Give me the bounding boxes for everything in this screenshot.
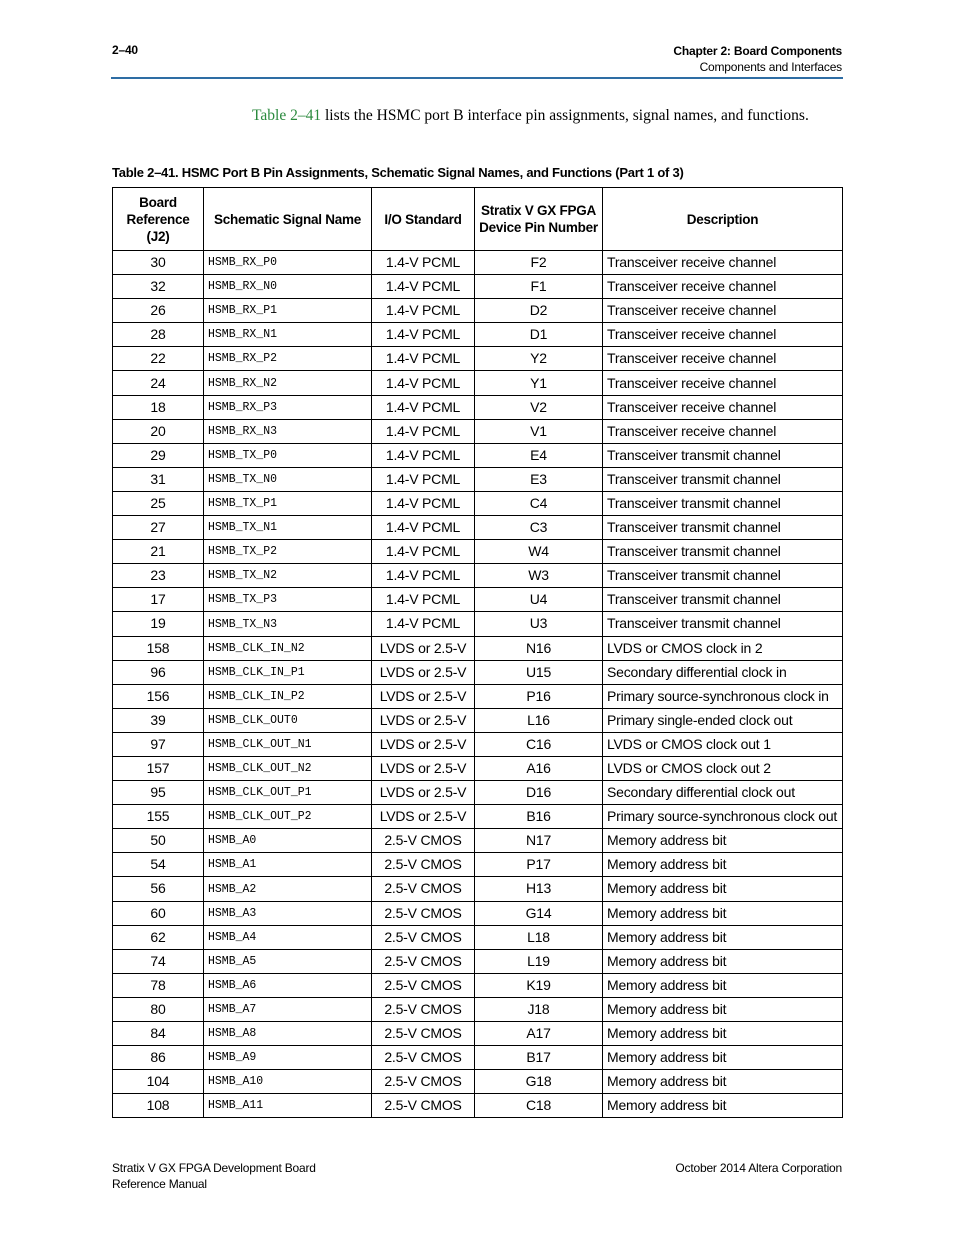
io-standard-cell: 1.4-V PCML bbox=[372, 323, 475, 347]
signal-name-cell: HSMB_RX_N0 bbox=[204, 275, 372, 299]
signal-name-cell: HSMB_A8 bbox=[204, 1022, 372, 1046]
board-reference-cell: 30 bbox=[113, 251, 204, 275]
io-standard-cell: 2.5-V CMOS bbox=[372, 973, 475, 997]
signal-name-cell: HSMB_RX_N3 bbox=[204, 419, 372, 443]
io-standard-cell: 1.4-V PCML bbox=[372, 371, 475, 395]
signal-name-cell: HSMB_A2 bbox=[204, 877, 372, 901]
fpga-pin-cell: B17 bbox=[475, 1046, 603, 1070]
board-reference-cell: 50 bbox=[113, 829, 204, 853]
fpga-pin-cell: C3 bbox=[475, 516, 603, 540]
fpga-pin-cell: D16 bbox=[475, 781, 603, 805]
io-standard-cell: LVDS or 2.5-V bbox=[372, 636, 475, 660]
signal-name-cell: HSMB_TX_P1 bbox=[204, 491, 372, 515]
fpga-pin-cell: G14 bbox=[475, 901, 603, 925]
table-row bbox=[113, 395, 843, 419]
table-row bbox=[113, 949, 843, 973]
description-cell: Memory address bit bbox=[603, 853, 843, 877]
board-reference-cell: 27 bbox=[113, 516, 204, 540]
board-reference-cell: 78 bbox=[113, 973, 204, 997]
board-reference-cell: 155 bbox=[113, 805, 204, 829]
page-number: 2–40 bbox=[112, 43, 138, 57]
section-title: Components and Interfaces bbox=[699, 60, 842, 74]
io-standard-cell: 1.4-V PCML bbox=[372, 299, 475, 323]
table-row bbox=[113, 732, 843, 756]
signal-name-cell: HSMB_A5 bbox=[204, 949, 372, 973]
table-row bbox=[113, 877, 843, 901]
description-cell: Transceiver receive channel bbox=[603, 371, 843, 395]
board-reference-cell: 96 bbox=[113, 660, 204, 684]
description-cell: Transceiver transmit channel bbox=[603, 612, 843, 636]
fpga-pin-cell: W3 bbox=[475, 564, 603, 588]
io-standard-cell: LVDS or 2.5-V bbox=[372, 660, 475, 684]
fpga-pin-cell: A16 bbox=[475, 756, 603, 780]
table-cross-reference-link[interactable]: Table 2–41 bbox=[252, 107, 322, 124]
fpga-pin-cell: L19 bbox=[475, 949, 603, 973]
fpga-pin-cell: F1 bbox=[475, 275, 603, 299]
signal-name-cell: HSMB_TX_N0 bbox=[204, 467, 372, 491]
board-reference-cell: 108 bbox=[113, 1094, 204, 1118]
table-row bbox=[113, 708, 843, 732]
io-standard-cell: 1.4-V PCML bbox=[372, 467, 475, 491]
footer-date-company: October 2014 Altera Corporation bbox=[675, 1161, 842, 1175]
table-row bbox=[113, 564, 843, 588]
fpga-pin-cell: C18 bbox=[475, 1094, 603, 1118]
table-row bbox=[113, 660, 843, 684]
signal-name-cell: HSMB_CLK_OUT_N1 bbox=[204, 732, 372, 756]
fpga-pin-cell: C4 bbox=[475, 491, 603, 515]
table-row bbox=[113, 636, 843, 660]
board-reference-cell: 62 bbox=[113, 925, 204, 949]
fpga-pin-cell: A17 bbox=[475, 1022, 603, 1046]
board-reference-cell: 54 bbox=[113, 853, 204, 877]
table-row bbox=[113, 684, 843, 708]
description-cell: Transceiver receive channel bbox=[603, 251, 843, 275]
signal-name-cell: HSMB_CLK_OUT_N2 bbox=[204, 756, 372, 780]
board-reference-cell: 39 bbox=[113, 708, 204, 732]
board-reference-cell: 20 bbox=[113, 419, 204, 443]
description-cell: Transceiver transmit channel bbox=[603, 588, 843, 612]
fpga-pin-cell: P16 bbox=[475, 684, 603, 708]
board-reference-cell: 158 bbox=[113, 636, 204, 660]
column-header-description: Description bbox=[603, 188, 843, 251]
fpga-pin-cell: V1 bbox=[475, 419, 603, 443]
io-standard-cell: 1.4-V PCML bbox=[372, 443, 475, 467]
description-cell: Transceiver transmit channel bbox=[603, 467, 843, 491]
description-cell: Memory address bit bbox=[603, 949, 843, 973]
table-row bbox=[113, 1046, 843, 1070]
description-cell: Secondary differential clock out bbox=[603, 781, 843, 805]
fpga-pin-cell: B16 bbox=[475, 805, 603, 829]
column-header-fpga-pin: Stratix V GX FPGA Device Pin Number bbox=[475, 188, 603, 251]
table-row bbox=[113, 925, 843, 949]
description-cell: Memory address bit bbox=[603, 901, 843, 925]
board-reference-cell: 157 bbox=[113, 756, 204, 780]
signal-name-cell: HSMB_TX_P2 bbox=[204, 540, 372, 564]
board-reference-cell: 29 bbox=[113, 443, 204, 467]
description-cell: Memory address bit bbox=[603, 925, 843, 949]
fpga-pin-cell: N16 bbox=[475, 636, 603, 660]
board-reference-cell: 25 bbox=[113, 491, 204, 515]
description-cell: Memory address bit bbox=[603, 997, 843, 1021]
signal-name-cell: HSMB_RX_P2 bbox=[204, 347, 372, 371]
board-reference-cell: 104 bbox=[113, 1070, 204, 1094]
io-standard-cell: 1.4-V PCML bbox=[372, 564, 475, 588]
signal-name-cell: HSMB_RX_N1 bbox=[204, 323, 372, 347]
signal-name-cell: HSMB_CLK_IN_N2 bbox=[204, 636, 372, 660]
signal-name-cell: HSMB_RX_P3 bbox=[204, 395, 372, 419]
footer-doc-title: Stratix V GX FPGA Development Board bbox=[112, 1161, 316, 1175]
fpga-pin-cell: V2 bbox=[475, 395, 603, 419]
table-body bbox=[113, 251, 843, 1118]
description-cell: LVDS or CMOS clock out 2 bbox=[603, 756, 843, 780]
signal-name-cell: HSMB_CLK_OUT_P2 bbox=[204, 805, 372, 829]
description-cell: LVDS or CMOS clock in 2 bbox=[603, 636, 843, 660]
header-rule bbox=[111, 77, 843, 79]
signal-name-cell: HSMB_A3 bbox=[204, 901, 372, 925]
description-cell: Memory address bit bbox=[603, 1022, 843, 1046]
description-cell: Transceiver receive channel bbox=[603, 275, 843, 299]
io-standard-cell: LVDS or 2.5-V bbox=[372, 781, 475, 805]
table-row bbox=[113, 516, 843, 540]
board-reference-cell: 28 bbox=[113, 323, 204, 347]
board-reference-cell: 32 bbox=[113, 275, 204, 299]
footer-left bbox=[112, 1160, 316, 1192]
column-header-board-reference: Board Reference (J2) bbox=[113, 188, 204, 251]
description-cell: Memory address bit bbox=[603, 1070, 843, 1094]
table-row bbox=[113, 491, 843, 515]
table-row bbox=[113, 443, 843, 467]
io-standard-cell: 1.4-V PCML bbox=[372, 395, 475, 419]
fpga-pin-cell: H13 bbox=[475, 877, 603, 901]
table-row bbox=[113, 1070, 843, 1094]
io-standard-cell: LVDS or 2.5-V bbox=[372, 732, 475, 756]
fpga-pin-cell: P17 bbox=[475, 853, 603, 877]
description-cell: Transceiver receive channel bbox=[603, 347, 843, 371]
pin-assignment-table bbox=[112, 187, 843, 1118]
board-reference-cell: 22 bbox=[113, 347, 204, 371]
description-cell: Memory address bit bbox=[603, 973, 843, 997]
description-cell: Transceiver transmit channel bbox=[603, 540, 843, 564]
table-row bbox=[113, 1094, 843, 1118]
signal-name-cell: HSMB_A0 bbox=[204, 829, 372, 853]
board-reference-cell: 18 bbox=[113, 395, 204, 419]
table-row bbox=[113, 323, 843, 347]
description-cell: LVDS or CMOS clock out 1 bbox=[603, 732, 843, 756]
fpga-pin-cell: L16 bbox=[475, 708, 603, 732]
description-cell: Transceiver transmit channel bbox=[603, 516, 843, 540]
table-row bbox=[113, 1022, 843, 1046]
description-cell: Transceiver receive channel bbox=[603, 323, 843, 347]
table-row bbox=[113, 347, 843, 371]
signal-name-cell: HSMB_TX_N3 bbox=[204, 612, 372, 636]
description-cell: Transceiver receive channel bbox=[603, 395, 843, 419]
fpga-pin-cell: G18 bbox=[475, 1070, 603, 1094]
io-standard-cell: 1.4-V PCML bbox=[372, 347, 475, 371]
fpga-pin-cell: Y1 bbox=[475, 371, 603, 395]
fpga-pin-cell: F2 bbox=[475, 251, 603, 275]
signal-name-cell: HSMB_CLK_OUT_P1 bbox=[204, 781, 372, 805]
fpga-pin-cell: W4 bbox=[475, 540, 603, 564]
io-standard-cell: 2.5-V CMOS bbox=[372, 1094, 475, 1118]
io-standard-cell: 2.5-V CMOS bbox=[372, 901, 475, 925]
intro-paragraph bbox=[252, 106, 812, 127]
running-header bbox=[673, 43, 842, 75]
io-standard-cell: 2.5-V CMOS bbox=[372, 877, 475, 901]
description-cell: Transceiver transmit channel bbox=[603, 564, 843, 588]
table-row bbox=[113, 251, 843, 275]
io-standard-cell: 1.4-V PCML bbox=[372, 275, 475, 299]
column-header-io-standard: I/O Standard bbox=[372, 188, 475, 251]
table-row bbox=[113, 829, 843, 853]
io-standard-cell: 1.4-V PCML bbox=[372, 612, 475, 636]
board-reference-cell: 26 bbox=[113, 299, 204, 323]
board-reference-cell: 84 bbox=[113, 1022, 204, 1046]
fpga-pin-cell: E3 bbox=[475, 467, 603, 491]
io-standard-cell: 2.5-V CMOS bbox=[372, 829, 475, 853]
table-row bbox=[113, 371, 843, 395]
board-reference-cell: 86 bbox=[113, 1046, 204, 1070]
footer-doc-subtitle: Reference Manual bbox=[112, 1177, 207, 1191]
fpga-pin-cell: K19 bbox=[475, 973, 603, 997]
board-reference-cell: 19 bbox=[113, 612, 204, 636]
description-cell: Transceiver receive channel bbox=[603, 419, 843, 443]
table-row bbox=[113, 419, 843, 443]
io-standard-cell: 2.5-V CMOS bbox=[372, 949, 475, 973]
io-standard-cell: 2.5-V CMOS bbox=[372, 925, 475, 949]
description-cell: Memory address bit bbox=[603, 877, 843, 901]
io-standard-cell: 1.4-V PCML bbox=[372, 419, 475, 443]
board-reference-cell: 23 bbox=[113, 564, 204, 588]
io-standard-cell: 2.5-V CMOS bbox=[372, 1046, 475, 1070]
board-reference-cell: 21 bbox=[113, 540, 204, 564]
io-standard-cell: 2.5-V CMOS bbox=[372, 1022, 475, 1046]
description-cell: Transceiver transmit channel bbox=[603, 491, 843, 515]
board-reference-cell: 97 bbox=[113, 732, 204, 756]
board-reference-cell: 24 bbox=[113, 371, 204, 395]
description-cell: Transceiver receive channel bbox=[603, 299, 843, 323]
io-standard-cell: LVDS or 2.5-V bbox=[372, 684, 475, 708]
board-reference-cell: 95 bbox=[113, 781, 204, 805]
fpga-pin-cell: U3 bbox=[475, 612, 603, 636]
board-reference-cell: 31 bbox=[113, 467, 204, 491]
table-row bbox=[113, 756, 843, 780]
description-cell: Primary source-synchronous clock in bbox=[603, 684, 843, 708]
io-standard-cell: 1.4-V PCML bbox=[372, 251, 475, 275]
signal-name-cell: HSMB_A1 bbox=[204, 853, 372, 877]
signal-name-cell: HSMB_CLK_IN_P1 bbox=[204, 660, 372, 684]
description-cell: Memory address bit bbox=[603, 1094, 843, 1118]
signal-name-cell: HSMB_A6 bbox=[204, 973, 372, 997]
board-reference-cell: 156 bbox=[113, 684, 204, 708]
table-row bbox=[113, 997, 843, 1021]
chapter-title: Chapter 2: Board Components bbox=[673, 44, 842, 58]
table-row bbox=[113, 805, 843, 829]
io-standard-cell: LVDS or 2.5-V bbox=[372, 805, 475, 829]
table-row bbox=[113, 901, 843, 925]
signal-name-cell: HSMB_A9 bbox=[204, 1046, 372, 1070]
signal-name-cell: HSMB_A11 bbox=[204, 1094, 372, 1118]
table-row bbox=[113, 299, 843, 323]
io-standard-cell: LVDS or 2.5-V bbox=[372, 708, 475, 732]
fpga-pin-cell: C16 bbox=[475, 732, 603, 756]
description-cell: Primary source-synchronous clock out bbox=[603, 805, 843, 829]
signal-name-cell: HSMB_TX_N2 bbox=[204, 564, 372, 588]
column-header-signal-name: Schematic Signal Name bbox=[204, 188, 372, 251]
signal-name-cell: HSMB_TX_N1 bbox=[204, 516, 372, 540]
description-cell: Secondary differential clock in bbox=[603, 660, 843, 684]
signal-name-cell: HSMB_CLK_OUT0 bbox=[204, 708, 372, 732]
fpga-pin-cell: J18 bbox=[475, 997, 603, 1021]
fpga-pin-cell: N17 bbox=[475, 829, 603, 853]
table-row bbox=[113, 540, 843, 564]
fpga-pin-cell: D2 bbox=[475, 299, 603, 323]
signal-name-cell: HSMB_TX_P0 bbox=[204, 443, 372, 467]
signal-name-cell: HSMB_CLK_IN_P2 bbox=[204, 684, 372, 708]
board-reference-cell: 56 bbox=[113, 877, 204, 901]
io-standard-cell: 2.5-V CMOS bbox=[372, 997, 475, 1021]
table-row bbox=[113, 781, 843, 805]
board-reference-cell: 60 bbox=[113, 901, 204, 925]
io-standard-cell: 1.4-V PCML bbox=[372, 540, 475, 564]
intro-text: lists the HSMC port B interface pin assignments, signal names, and functions. bbox=[321, 107, 809, 124]
description-cell: Memory address bit bbox=[603, 829, 843, 853]
table-caption: Table 2–41. HSMC Port B Pin Assignments, Schematic Signal Names, and Functions (Part 1 of 3) bbox=[112, 165, 684, 180]
board-reference-cell: 74 bbox=[113, 949, 204, 973]
signal-name-cell: HSMB_RX_P1 bbox=[204, 299, 372, 323]
table-row bbox=[113, 275, 843, 299]
fpga-pin-cell: U15 bbox=[475, 660, 603, 684]
signal-name-cell: HSMB_TX_P3 bbox=[204, 588, 372, 612]
io-standard-cell: 1.4-V PCML bbox=[372, 491, 475, 515]
signal-name-cell: HSMB_A4 bbox=[204, 925, 372, 949]
io-standard-cell: 2.5-V CMOS bbox=[372, 1070, 475, 1094]
fpga-pin-cell: Y2 bbox=[475, 347, 603, 371]
io-standard-cell: 2.5-V CMOS bbox=[372, 853, 475, 877]
table-row bbox=[113, 588, 843, 612]
fpga-pin-cell: E4 bbox=[475, 443, 603, 467]
io-standard-cell: LVDS or 2.5-V bbox=[372, 756, 475, 780]
fpga-pin-cell: D1 bbox=[475, 323, 603, 347]
board-reference-cell: 80 bbox=[113, 997, 204, 1021]
signal-name-cell: HSMB_A10 bbox=[204, 1070, 372, 1094]
table-row bbox=[113, 853, 843, 877]
table-row bbox=[113, 467, 843, 491]
signal-name-cell: HSMB_A7 bbox=[204, 997, 372, 1021]
fpga-pin-cell: U4 bbox=[475, 588, 603, 612]
signal-name-cell: HSMB_RX_P0 bbox=[204, 251, 372, 275]
table-row bbox=[113, 973, 843, 997]
io-standard-cell: 1.4-V PCML bbox=[372, 516, 475, 540]
fpga-pin-cell: L18 bbox=[475, 925, 603, 949]
description-cell: Memory address bit bbox=[603, 1046, 843, 1070]
signal-name-cell: HSMB_RX_N2 bbox=[204, 371, 372, 395]
board-reference-cell: 17 bbox=[113, 588, 204, 612]
io-standard-cell: 1.4-V PCML bbox=[372, 588, 475, 612]
table-header-row bbox=[113, 188, 843, 251]
description-cell: Primary single-ended clock out bbox=[603, 708, 843, 732]
table-row bbox=[113, 612, 843, 636]
description-cell: Transceiver transmit channel bbox=[603, 443, 843, 467]
